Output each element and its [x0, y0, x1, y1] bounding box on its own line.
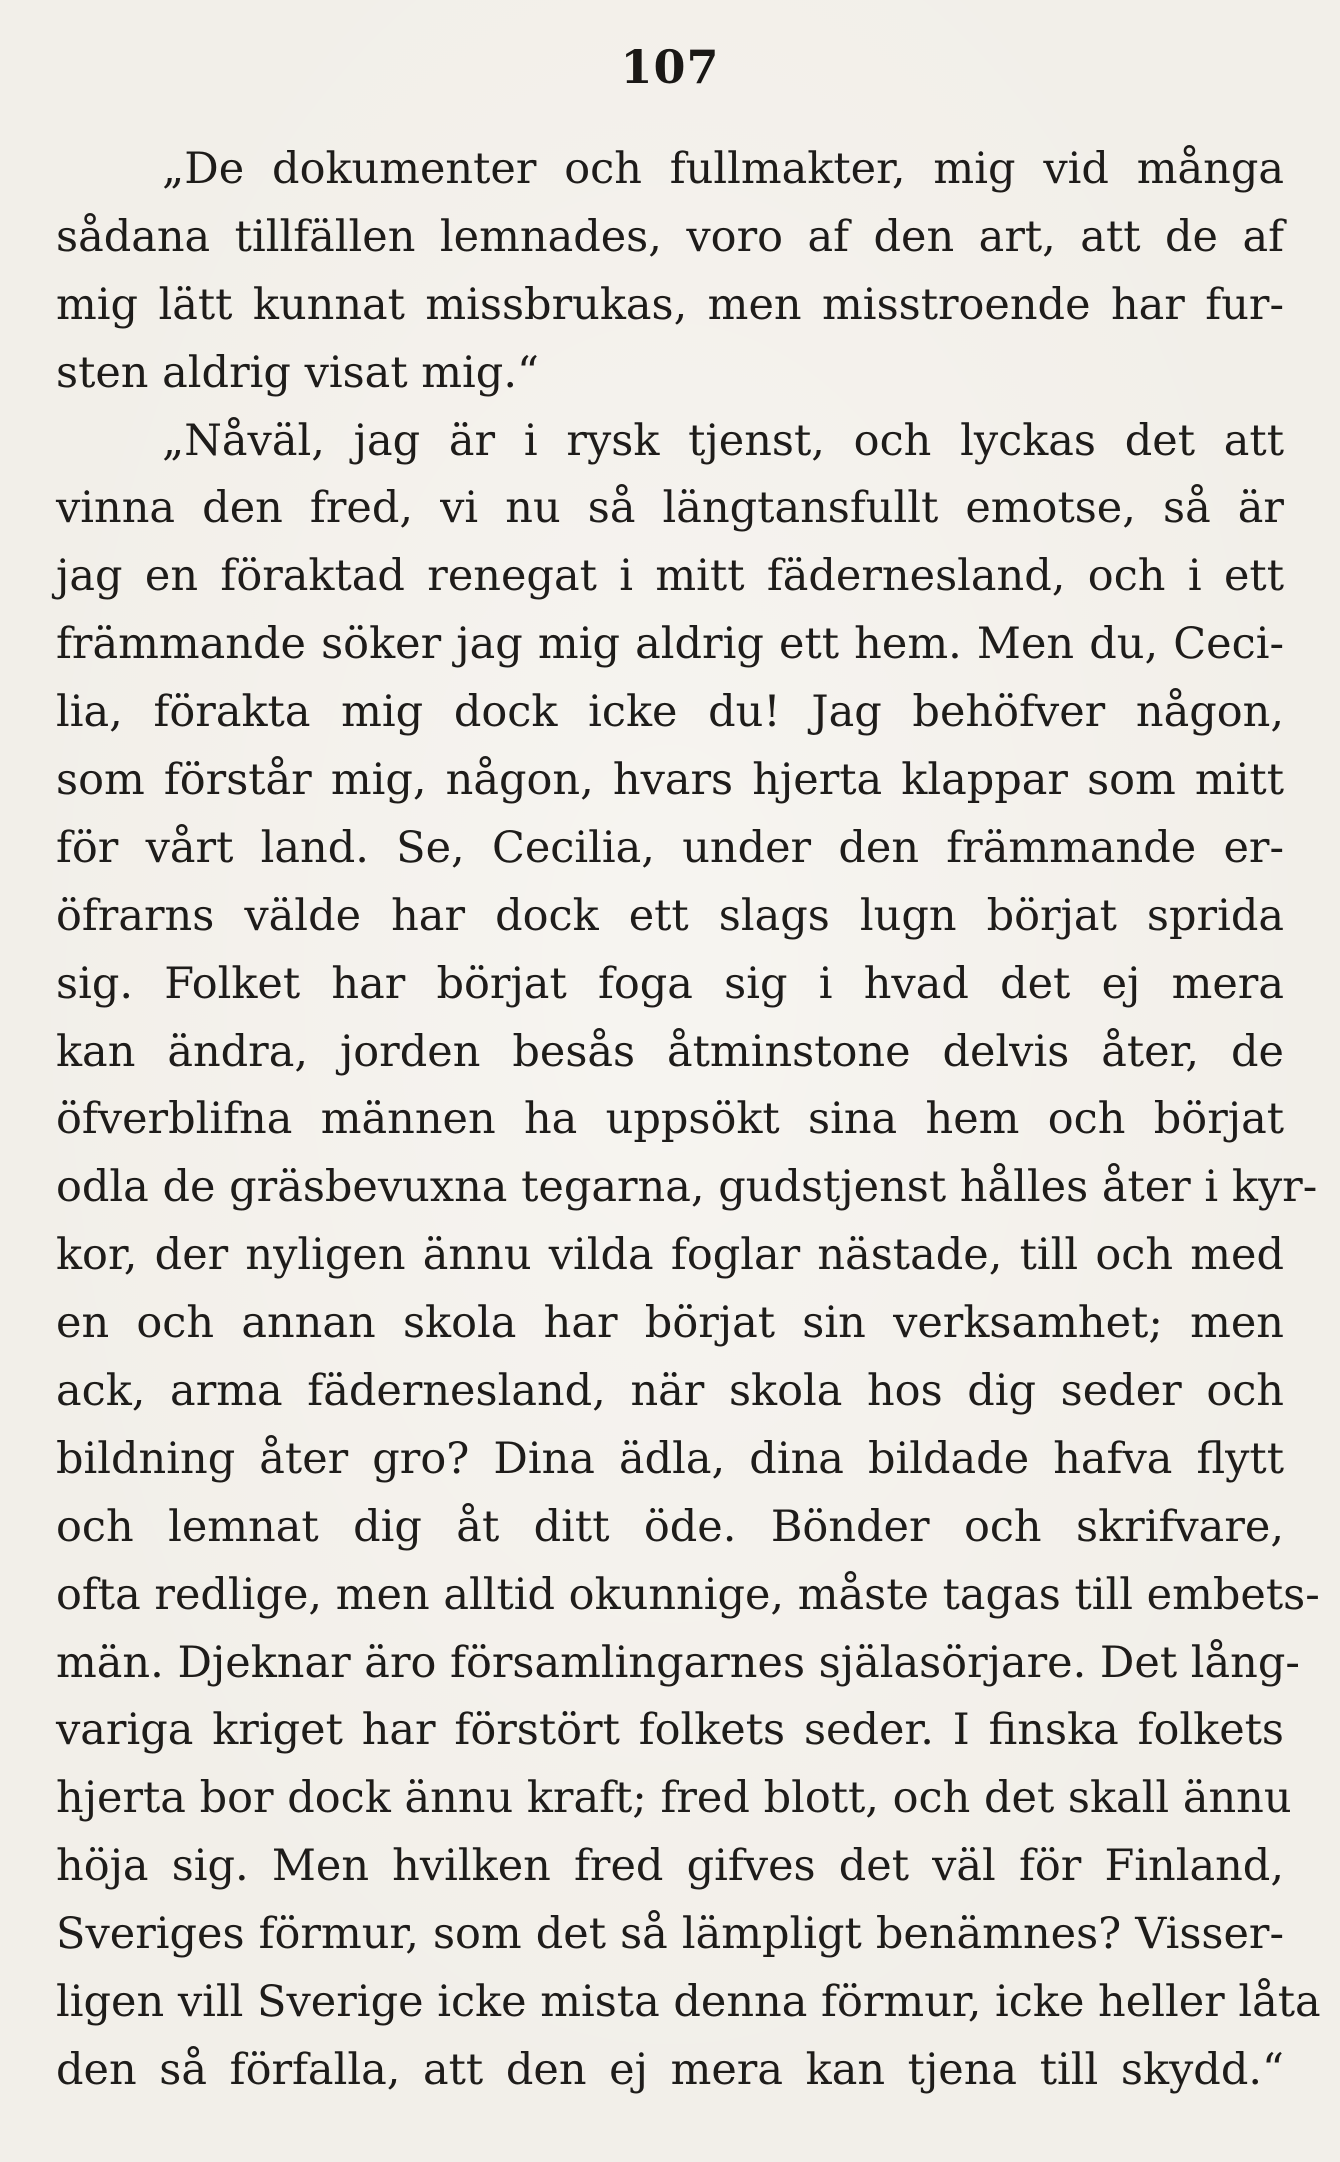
text-line: vinna den fred, vi nu så längtansfullt emotse, så är — [56, 483, 1284, 534]
text-line: bildning åter gro? Dina ädla, dina bildade hafva flytt — [56, 1433, 1284, 1484]
text-line: en och annan skola har börjat sin verksamhet; men — [56, 1298, 1284, 1349]
text-line: kor, der nyligen ännu vilda foglar nästade, till och med — [56, 1230, 1284, 1281]
text-line: „De dokumenter och fullmakter, mig vid många — [162, 144, 1284, 194]
text-line: den så förfalla, att den ej mera kan tjena till skydd.“ — [56, 2044, 1284, 2095]
text-line: främmande söker jag mig aldrig ett hem. Men du, Ceci- — [56, 619, 1284, 670]
text-line: sten aldrig visat mig.“ — [56, 347, 539, 398]
text-line: höja sig. Men hvilken fred gifves det väl för Finland, — [56, 1841, 1284, 1892]
text-line: hjerta bor dock ännu kraft; fred blott, och det skall ännu — [56, 1773, 1292, 1824]
text-line: för vårt land. Se, Cecilia, under den främmande er- — [56, 822, 1284, 873]
text-line: sådana tillfällen lemnades, voro af den art, att de af — [56, 211, 1284, 262]
body-text — [56, 136, 1321, 2105]
text-line: mig lätt kunnat missbrukas, men misstroende har fur- — [56, 279, 1284, 330]
text-line: som förstår mig, någon, hvars hjerta klappar som mitt — [56, 755, 1284, 806]
text-line: Sveriges förmur, som det så lämpligt benämnes? Visser- — [56, 1909, 1284, 1960]
text-line: kan ändra, jorden besås åtminstone delvis åter, de — [56, 1026, 1284, 1077]
text-line: öfrarns välde har dock ett slags lugn börjat sprida — [56, 890, 1284, 941]
text-line: ofta redlige, men alltid okunnige, måste tagas till embets- — [56, 1569, 1320, 1620]
text-line: och lemnat dig åt ditt öde. Bönder och skrifvare, — [56, 1501, 1284, 1552]
page-number: 107 — [620, 40, 720, 94]
text-line: ligen vill Sverige icke mista denna förmur, icke heller låta — [56, 1977, 1321, 2028]
text-line: jag en föraktad renegat i mitt fädernesland, och i ett — [56, 551, 1284, 602]
text-line: sig. Folket har börjat foga sig i hvad det ej mera — [56, 958, 1284, 1009]
text-line: ack, arma fädernesland, när skola hos dig seder och — [56, 1366, 1284, 1417]
text-line: män. Djeknar äro församlingarnes själasörjare. Det lång- — [56, 1637, 1300, 1688]
text-line: lia, förakta mig dock icke du! Jag behöfver någon, — [56, 687, 1284, 738]
text-line: „Nåväl, jag är i rysk tjenst, och lyckas det att — [162, 415, 1284, 466]
text-line: odla de gräsbevuxna tegarna, gudstjenst hålles åter i kyr- — [56, 1162, 1318, 1213]
text-line: öfverblifna männen ha uppsökt sina hem och börjat — [56, 1094, 1284, 1145]
text-line: variga kriget har förstört folkets seder. I finska folkets — [56, 1705, 1284, 1756]
